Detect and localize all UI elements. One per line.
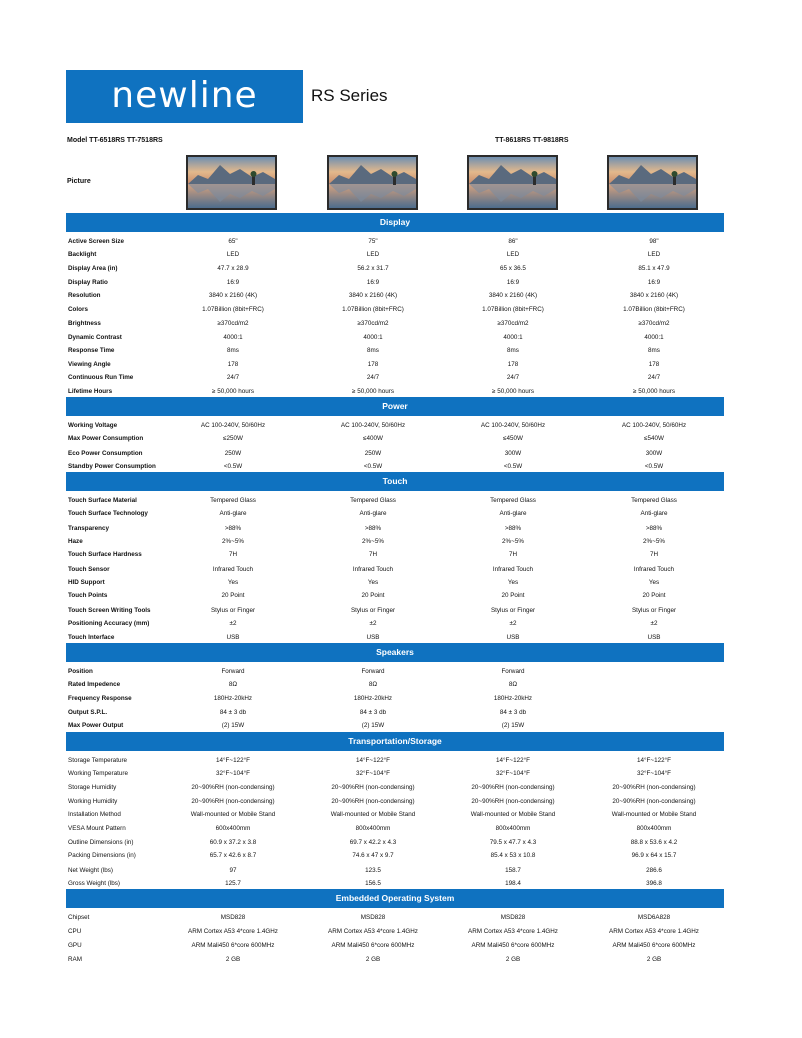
spec-value: 4000:1 bbox=[223, 334, 243, 341]
spec-row bbox=[68, 925, 724, 938]
section-header: Speakers bbox=[66, 643, 724, 662]
spec-value: 84 ± 3 db bbox=[359, 709, 387, 716]
spec-value: 97 bbox=[229, 867, 237, 874]
spec-value: ±2 bbox=[509, 620, 517, 627]
spec-value: 84 ± 3 db bbox=[219, 709, 247, 716]
spec-label: Transparency bbox=[68, 525, 109, 532]
section-header: Embedded Operating System bbox=[66, 889, 724, 908]
spec-value: Anti-glare bbox=[499, 510, 527, 517]
model-right: TT-8618RS TT-9818RS bbox=[495, 137, 569, 144]
spec-label: Packing Dimensions (in) bbox=[68, 852, 136, 859]
spec-value: 20~90%RH (non-condensing) bbox=[612, 798, 696, 805]
spec-value: Infrared Touch bbox=[352, 566, 394, 573]
spec-value: 3840 x 2160 (4K) bbox=[488, 292, 538, 299]
spec-value: ARM Mali450 6*core 600MHz bbox=[331, 942, 415, 949]
spec-value: 250W bbox=[364, 450, 382, 457]
spec-value: 65" bbox=[228, 238, 238, 245]
spec-value: 20~90%RH (non-condensing) bbox=[331, 784, 415, 791]
spec-value: 158.7 bbox=[505, 867, 521, 874]
spec-value: 86" bbox=[508, 238, 518, 245]
spec-value: 2 GB bbox=[505, 956, 521, 963]
spec-label: Eco Power Consumption bbox=[68, 450, 143, 457]
spec-value: >88% bbox=[364, 525, 382, 532]
spec-value: Yes bbox=[648, 579, 660, 586]
spec-row bbox=[68, 507, 724, 520]
spec-value: 20 Point bbox=[361, 592, 385, 599]
spec-label: Standby Power Consumption bbox=[68, 463, 156, 470]
spec-label: Touch Surface Hardness bbox=[68, 551, 142, 558]
spec-value: 300W bbox=[645, 450, 663, 457]
newline-logo bbox=[66, 70, 303, 123]
spec-label: HID Support bbox=[68, 579, 105, 586]
spec-value: ARM Cortex A53 4*core 1.4GHz bbox=[328, 928, 418, 935]
spec-value: 180Hz-20kHz bbox=[353, 695, 393, 702]
spec-row bbox=[68, 678, 724, 691]
spec-value: Wall-mounted or Mobile Stand bbox=[330, 811, 416, 818]
spec-value: ±2 bbox=[229, 620, 237, 627]
spec-value: USB bbox=[506, 634, 520, 641]
spec-value: 8ms bbox=[507, 347, 519, 354]
spec-value: 123.5 bbox=[365, 867, 381, 874]
spec-value: 7H bbox=[649, 551, 659, 558]
spec-value: 20 Point bbox=[501, 592, 525, 599]
spec-label: Storage Humidity bbox=[68, 784, 117, 791]
spec-value: AC 100-240V, 50/60Hz bbox=[340, 422, 406, 429]
spec-label: Working Voltage bbox=[68, 422, 118, 429]
spec-label: Max Power Consumption bbox=[68, 435, 144, 442]
spec-row bbox=[68, 432, 724, 445]
spec-value: AC 100-240V, 50/60Hz bbox=[200, 422, 266, 429]
spec-value: 7H bbox=[368, 551, 378, 558]
section-header: Display bbox=[66, 213, 724, 232]
spec-label: Frequency Response bbox=[68, 695, 132, 702]
spec-value: 8ms bbox=[648, 347, 660, 354]
product-image bbox=[186, 155, 277, 210]
spec-value: USB bbox=[647, 634, 661, 641]
model-left: Model TT-6518RS TT-7518RS bbox=[67, 137, 163, 144]
spec-value: Forward bbox=[501, 668, 525, 675]
spec-value: Stylus or Finger bbox=[350, 607, 396, 614]
spec-label: Touch Points bbox=[68, 592, 108, 599]
spec-value: ±2 bbox=[650, 620, 658, 627]
spec-row bbox=[68, 535, 724, 548]
spec-row bbox=[68, 248, 724, 261]
spec-value: ARM Mali450 6*core 600MHz bbox=[191, 942, 275, 949]
spec-value: ≤250W bbox=[223, 435, 243, 442]
spec-value: 32°F~104°F bbox=[216, 770, 250, 777]
spec-value: 7H bbox=[228, 551, 238, 558]
series-title: RS Series bbox=[311, 86, 388, 105]
spec-label: Outline Dimensions (in) bbox=[68, 839, 134, 846]
spec-label: Haze bbox=[68, 538, 83, 545]
spec-value: Wall-mounted or Mobile Stand bbox=[470, 811, 556, 818]
spec-value: 2 GB bbox=[225, 956, 241, 963]
spec-value: 14°F~122°F bbox=[356, 757, 390, 764]
spec-label: Touch Screen Writing Tools bbox=[68, 607, 151, 614]
spec-label: Brightness bbox=[68, 320, 101, 327]
spec-value: ARM Cortex A53 4*core 1.4GHz bbox=[188, 928, 278, 935]
spec-label: Net Weight (lbs) bbox=[68, 867, 114, 874]
spec-value: 16:9 bbox=[366, 279, 380, 286]
spec-label: Response Time bbox=[68, 347, 115, 354]
spec-value: 14°F~122°F bbox=[637, 757, 671, 764]
section-header: Transportation/Storage bbox=[66, 732, 724, 751]
spec-row bbox=[68, 563, 724, 576]
spec-label: Continuous Run Time bbox=[68, 374, 134, 381]
spec-value: 98" bbox=[649, 238, 659, 245]
spec-value: MSD6A828 bbox=[637, 914, 671, 921]
spec-value: 3840 x 2160 (4K) bbox=[208, 292, 258, 299]
spec-row bbox=[68, 849, 724, 862]
spec-label: Colors bbox=[68, 306, 88, 313]
spec-value: 20~90%RH (non-condensing) bbox=[471, 784, 555, 791]
spec-value: 96.9 x 64 x 15.7 bbox=[631, 852, 677, 859]
spec-value: 20~90%RH (non-condensing) bbox=[191, 798, 275, 805]
spec-label: Display Area (in) bbox=[68, 265, 118, 272]
spec-value: 178 bbox=[367, 361, 379, 368]
spec-value: 24/7 bbox=[647, 374, 661, 381]
spec-label: CPU bbox=[68, 928, 82, 935]
spec-value: 8Ω bbox=[508, 681, 518, 688]
spec-label: Touch Interface bbox=[68, 634, 115, 641]
spec-value: 1.07Billion (8bit+FRC) bbox=[482, 306, 544, 313]
spec-value: 4000:1 bbox=[644, 334, 664, 341]
spec-label: Touch Surface Material bbox=[68, 497, 137, 504]
spec-value: ≥370cd/m2 bbox=[357, 320, 389, 327]
spec-value: 600x400mm bbox=[215, 825, 251, 832]
spec-value: <0.5W bbox=[363, 463, 383, 470]
spec-value: LED bbox=[506, 251, 520, 258]
spec-value: ≥ 50,000 hours bbox=[352, 388, 394, 395]
spec-value: (2) 15W bbox=[501, 722, 525, 729]
spec-value: ARM Cortex A53 4*core 1.4GHz bbox=[468, 928, 558, 935]
spec-value: 156.5 bbox=[365, 880, 381, 887]
spec-row bbox=[68, 808, 724, 821]
spec-value: 20 Point bbox=[221, 592, 245, 599]
spec-value: 20~90%RH (non-condensing) bbox=[471, 798, 555, 805]
spec-row bbox=[68, 371, 724, 384]
spec-row bbox=[68, 262, 724, 275]
spec-label: Gross Weight (lbs) bbox=[68, 880, 121, 887]
spec-value: ≥ 50,000 hours bbox=[492, 388, 534, 395]
spec-value: 32°F~104°F bbox=[496, 770, 530, 777]
spec-label: Active Screen Size bbox=[68, 238, 125, 245]
spec-label: Position bbox=[68, 668, 93, 675]
spec-row bbox=[68, 719, 724, 732]
spec-row bbox=[68, 754, 724, 767]
spec-row bbox=[68, 317, 724, 330]
logo-text: newline bbox=[111, 75, 258, 116]
spec-value: Stylus or Finger bbox=[631, 607, 677, 614]
spec-value: MSD828 bbox=[220, 914, 246, 921]
spec-value: 14°F~122°F bbox=[216, 757, 250, 764]
spec-value: 56.2 x 31.7 bbox=[357, 265, 389, 272]
spec-label: Working Temperature bbox=[68, 770, 128, 777]
spec-value: 75" bbox=[368, 238, 378, 245]
spec-value: (2) 15W bbox=[221, 722, 245, 729]
spec-value: 180Hz-20kHz bbox=[493, 695, 533, 702]
spec-row bbox=[68, 276, 724, 289]
spec-value: LED bbox=[647, 251, 661, 258]
spec-value: Tempered Glass bbox=[490, 497, 536, 504]
spec-label: Output S.P.L. bbox=[68, 709, 108, 716]
spec-value: Wall-mounted or Mobile Stand bbox=[611, 811, 697, 818]
spec-label: Resolution bbox=[68, 292, 101, 299]
spec-row bbox=[68, 235, 724, 248]
spec-value: 20 Point bbox=[642, 592, 666, 599]
spec-value: <0.5W bbox=[223, 463, 243, 470]
spec-row bbox=[68, 939, 724, 952]
spec-value: 16:9 bbox=[506, 279, 520, 286]
spec-value: ARM Mali450 6*core 600MHz bbox=[612, 942, 696, 949]
spec-label: Max Power Output bbox=[68, 722, 124, 729]
spec-value: Infrared Touch bbox=[212, 566, 254, 573]
spec-value: 178 bbox=[227, 361, 239, 368]
spec-value: 800x400mm bbox=[355, 825, 391, 832]
spec-value: 250W bbox=[224, 450, 242, 457]
spec-value: Tempered Glass bbox=[631, 497, 677, 504]
spec-value: ≤540W bbox=[644, 435, 664, 442]
spec-value: 65.7 x 42.6 x 8.7 bbox=[209, 852, 257, 859]
spec-row bbox=[68, 781, 724, 794]
spec-value: 125.7 bbox=[225, 880, 241, 887]
spec-value: Wall-mounted or Mobile Stand bbox=[190, 811, 276, 818]
spec-label: VESA Mount Pattern bbox=[68, 825, 126, 832]
spec-value: 20~90%RH (non-condensing) bbox=[191, 784, 275, 791]
spec-value: USB bbox=[366, 634, 380, 641]
spec-label: Touch Sensor bbox=[68, 566, 110, 573]
spec-value: 1.07Billion (8bit+FRC) bbox=[202, 306, 264, 313]
spec-value: Stylus or Finger bbox=[490, 607, 536, 614]
spec-label: GPU bbox=[68, 942, 82, 949]
spec-value: Stylus or Finger bbox=[210, 607, 256, 614]
spec-value: 14°F~122°F bbox=[496, 757, 530, 764]
spec-row bbox=[68, 522, 724, 535]
spec-row bbox=[68, 331, 724, 344]
spec-value: Anti-glare bbox=[359, 510, 387, 517]
spec-label: Rated Impedence bbox=[68, 681, 121, 688]
spec-label: Working Humidity bbox=[68, 798, 118, 805]
spec-value: Yes bbox=[507, 579, 519, 586]
spec-value: 178 bbox=[507, 361, 519, 368]
spec-value: AC 100-240V, 50/60Hz bbox=[621, 422, 687, 429]
spec-row bbox=[68, 494, 724, 507]
spec-row bbox=[68, 344, 724, 357]
spec-value: (2) 15W bbox=[361, 722, 385, 729]
spec-value: 60.9 x 37.2 x 3.8 bbox=[209, 839, 257, 846]
spec-value: 198.4 bbox=[505, 880, 521, 887]
spec-row bbox=[68, 617, 724, 630]
spec-label: Chipset bbox=[68, 914, 90, 921]
spec-value: 3840 x 2160 (4K) bbox=[348, 292, 398, 299]
spec-value: 8ms bbox=[227, 347, 239, 354]
spec-value: 1.07Billion (8bit+FRC) bbox=[623, 306, 685, 313]
spec-row bbox=[68, 589, 724, 602]
spec-value: 800x400mm bbox=[636, 825, 672, 832]
spec-value: Forward bbox=[361, 668, 385, 675]
spec-row bbox=[68, 692, 724, 705]
spec-label: Lifetime Hours bbox=[68, 388, 113, 395]
spec-label: Positioning Accuracy (mm) bbox=[68, 620, 150, 627]
spec-label: Dynamic Contrast bbox=[68, 334, 122, 341]
spec-value: 8Ω bbox=[368, 681, 378, 688]
spec-value: 396.8 bbox=[646, 880, 662, 887]
spec-value: USB bbox=[226, 634, 240, 641]
spec-value: 3840 x 2160 (4K) bbox=[629, 292, 679, 299]
spec-row bbox=[68, 289, 724, 302]
spec-value: MSD828 bbox=[500, 914, 526, 921]
spec-value: >88% bbox=[645, 525, 663, 532]
spec-value: Infrared Touch bbox=[492, 566, 534, 573]
spec-value: 85.1 x 47.9 bbox=[638, 265, 670, 272]
spec-value: 286.6 bbox=[646, 867, 662, 874]
spec-value: Anti-glare bbox=[640, 510, 668, 517]
spec-value: 85.4 x 53 x 10.8 bbox=[490, 852, 536, 859]
spec-value: ±2 bbox=[369, 620, 377, 627]
spec-value: 79.5 x 47.7 x 4.3 bbox=[489, 839, 537, 846]
section-header: Touch bbox=[66, 472, 724, 491]
spec-value: 47.7 x 28.9 bbox=[217, 265, 249, 272]
spec-value: 74.6 x 47 x 9.7 bbox=[352, 852, 394, 859]
spec-value: 16:9 bbox=[647, 279, 661, 286]
spec-value: ≥370cd/m2 bbox=[638, 320, 670, 327]
spec-row bbox=[68, 419, 724, 432]
spec-value: ≤400W bbox=[363, 435, 383, 442]
spec-value: ARM Cortex A53 4*core 1.4GHz bbox=[609, 928, 699, 935]
spec-value: AC 100-240V, 50/60Hz bbox=[480, 422, 546, 429]
spec-value: 69.7 x 42.2 x 4.3 bbox=[349, 839, 397, 846]
spec-value: LED bbox=[366, 251, 380, 258]
spec-value: 2%~5% bbox=[222, 538, 244, 545]
spec-value: 32°F~104°F bbox=[356, 770, 390, 777]
spec-value: ≥370cd/m2 bbox=[497, 320, 529, 327]
spec-value: 178 bbox=[648, 361, 660, 368]
picture-label: Picture bbox=[67, 178, 91, 185]
spec-value: ARM Mali450 6*core 600MHz bbox=[471, 942, 555, 949]
spec-value: Tempered Glass bbox=[350, 497, 396, 504]
spec-value: 32°F~104°F bbox=[637, 770, 671, 777]
spec-value: 300W bbox=[504, 450, 522, 457]
spec-value: 2%~5% bbox=[502, 538, 524, 545]
spec-label: Backlight bbox=[68, 251, 97, 258]
spec-value: Forward bbox=[221, 668, 245, 675]
spec-label: Touch Surface Technology bbox=[68, 510, 148, 517]
spec-value: 24/7 bbox=[366, 374, 380, 381]
spec-value: 65 x 36.5 bbox=[500, 265, 526, 272]
product-image bbox=[327, 155, 418, 210]
spec-value: 4000:1 bbox=[363, 334, 383, 341]
spec-row bbox=[68, 795, 724, 808]
spec-value: MSD828 bbox=[360, 914, 386, 921]
spec-row bbox=[68, 706, 724, 719]
spec-value: Infrared Touch bbox=[633, 566, 675, 573]
spec-value: 1.07Billion (8bit+FRC) bbox=[342, 306, 404, 313]
spec-value: 2%~5% bbox=[362, 538, 384, 545]
spec-value: 88.8 x 53.6 x 4.2 bbox=[630, 839, 678, 846]
spec-value: >88% bbox=[504, 525, 522, 532]
product-image bbox=[467, 155, 558, 210]
spec-value: 16:9 bbox=[226, 279, 240, 286]
spec-value: 180Hz-20kHz bbox=[213, 695, 253, 702]
spec-row bbox=[68, 864, 724, 877]
spec-row bbox=[68, 447, 724, 460]
spec-label: Display Ratio bbox=[68, 279, 108, 286]
spec-value: ≤450W bbox=[503, 435, 523, 442]
spec-value: 2%~5% bbox=[643, 538, 665, 545]
spec-row bbox=[68, 953, 724, 966]
spec-row bbox=[68, 548, 724, 561]
spec-value: Anti-glare bbox=[219, 510, 247, 517]
spec-value: Yes bbox=[227, 579, 239, 586]
spec-value: <0.5W bbox=[503, 463, 523, 470]
spec-row bbox=[68, 911, 724, 924]
spec-value: 20~90%RH (non-condensing) bbox=[331, 798, 415, 805]
spec-value: >88% bbox=[224, 525, 242, 532]
spec-value: 24/7 bbox=[506, 374, 520, 381]
spec-row bbox=[68, 604, 724, 617]
spec-value: 2 GB bbox=[646, 956, 662, 963]
spec-row bbox=[68, 836, 724, 849]
spec-label: RAM bbox=[68, 956, 82, 963]
spec-row bbox=[68, 767, 724, 780]
spec-row bbox=[68, 303, 724, 316]
spec-value: Tempered Glass bbox=[210, 497, 256, 504]
spec-label: Viewing Angle bbox=[68, 361, 111, 368]
spec-value: 2 GB bbox=[365, 956, 381, 963]
spec-value: 84 ± 3 db bbox=[499, 709, 527, 716]
spec-row bbox=[68, 358, 724, 371]
section-header: Power bbox=[66, 397, 724, 416]
spec-value: ≥370cd/m2 bbox=[217, 320, 249, 327]
spec-value: <0.5W bbox=[644, 463, 664, 470]
spec-value: ≥ 50,000 hours bbox=[212, 388, 254, 395]
spec-label: Storage Temperature bbox=[68, 757, 128, 764]
product-image bbox=[607, 155, 698, 210]
spec-row bbox=[68, 822, 724, 835]
spec-row bbox=[68, 665, 724, 678]
spec-label: Installation Method bbox=[68, 811, 121, 818]
spec-value: 8Ω bbox=[228, 681, 238, 688]
spec-value: Yes bbox=[367, 579, 379, 586]
spec-value: 4000:1 bbox=[503, 334, 523, 341]
spec-value: 24/7 bbox=[226, 374, 240, 381]
spec-value: ≥ 50,000 hours bbox=[633, 388, 675, 395]
spec-value: 20~90%RH (non-condensing) bbox=[612, 784, 696, 791]
spec-value: 800x400mm bbox=[495, 825, 531, 832]
spec-value: 7H bbox=[508, 551, 518, 558]
spec-row bbox=[68, 576, 724, 589]
spec-value: LED bbox=[226, 251, 240, 258]
spec-value: 8ms bbox=[367, 347, 379, 354]
